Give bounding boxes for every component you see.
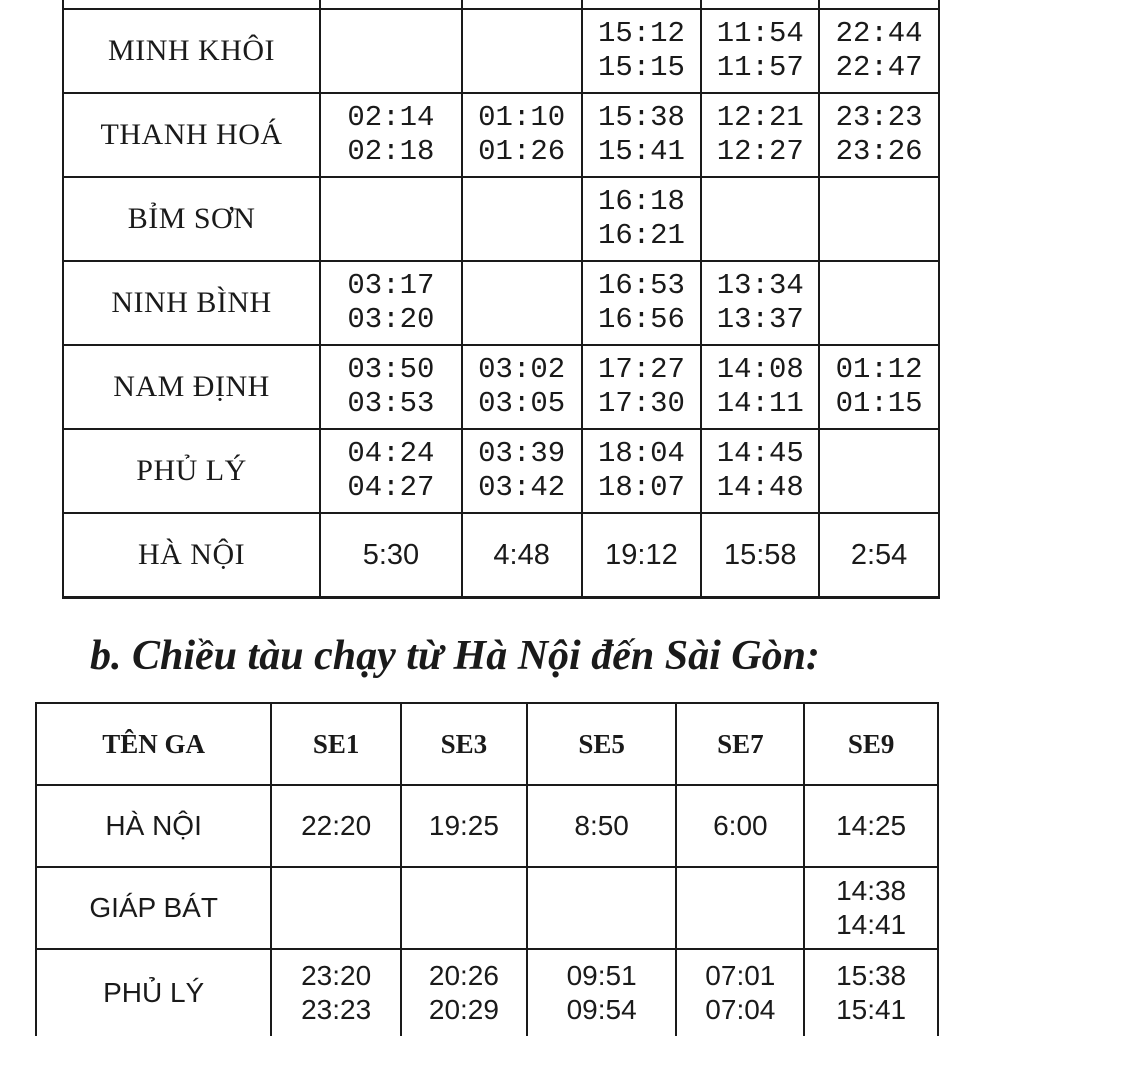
station-name: NINH BÌNH	[63, 261, 320, 345]
column-header: TÊN GA	[36, 703, 271, 785]
table-row	[63, 429, 939, 513]
table-row	[36, 785, 938, 867]
table-row	[63, 345, 939, 429]
time-cell: 12:21 12:27	[701, 93, 819, 177]
column-header: SE3	[401, 703, 527, 785]
time-cell	[320, 9, 462, 93]
time-cell: 03:02 03:05	[462, 345, 582, 429]
time-cell: 2:54	[819, 513, 939, 598]
time-cell: 19:12	[582, 513, 702, 598]
time-cell: 19:25	[401, 785, 527, 867]
time-cell	[527, 867, 677, 949]
station-name: THANH HOÁ	[63, 93, 320, 177]
time-cell: 22:44 22:47	[819, 9, 939, 93]
time-cell: 16:18 16:21	[582, 177, 702, 261]
time-cell: 15:38 15:41	[804, 949, 938, 1036]
station-name: HÀ NỘI	[36, 785, 271, 867]
timetable-b	[35, 702, 939, 1036]
station-name: BỈM SƠN	[63, 177, 320, 261]
table-row-cropped	[63, 0, 939, 9]
time-cell: 22:20	[271, 785, 401, 867]
station-name: GIÁP BÁT	[36, 867, 271, 949]
time-cell: 14:38 14:41	[804, 867, 938, 949]
column-header: SE9	[804, 703, 938, 785]
time-cell: 16:53 16:56	[582, 261, 702, 345]
time-cell	[819, 261, 939, 345]
time-cell: 17:27 17:30	[582, 345, 702, 429]
time-cell: 02:14 02:18	[320, 93, 462, 177]
table-row	[63, 177, 939, 261]
column-header: SE7	[676, 703, 804, 785]
time-cell	[401, 867, 527, 949]
time-cell: 11:54 11:57	[701, 9, 819, 93]
time-cell: 5:30	[320, 513, 462, 598]
time-cell: 07:01 07:04	[676, 949, 804, 1036]
time-cell	[271, 867, 401, 949]
timetable-a	[62, 0, 940, 599]
time-cell: 8:50	[527, 785, 677, 867]
time-cell: 04:24 04:27	[320, 429, 462, 513]
time-cell	[701, 177, 819, 261]
time-cell: 09:51 09:54	[527, 949, 677, 1036]
station-name: MINH KHÔI	[63, 9, 320, 93]
station-name: NAM ĐỊNH	[63, 345, 320, 429]
time-cell: 01:10 01:26	[462, 93, 582, 177]
station-name: PHỦ LÝ	[63, 429, 320, 513]
time-cell: 20:26 20:29	[401, 949, 527, 1036]
column-header: SE1	[271, 703, 401, 785]
time-cell	[676, 867, 804, 949]
time-cell: 15:12 15:15	[582, 9, 702, 93]
time-cell	[462, 9, 582, 93]
time-cell	[462, 261, 582, 345]
time-cell	[462, 177, 582, 261]
time-cell	[320, 177, 462, 261]
time-cell: 23:23 23:26	[819, 93, 939, 177]
table-row	[36, 867, 938, 949]
table-row	[63, 261, 939, 345]
time-cell: 18:04 18:07	[582, 429, 702, 513]
time-cell: 13:34 13:37	[701, 261, 819, 345]
time-cell: 15:38 15:41	[582, 93, 702, 177]
time-cell: 01:12 01:15	[819, 345, 939, 429]
table-row	[63, 9, 939, 93]
section-heading: b. Chiều tàu chạy từ Hà Nội đến Sài Gòn:	[90, 633, 820, 679]
time-cell: 03:17 03:20	[320, 261, 462, 345]
time-cell: 14:25	[804, 785, 938, 867]
table-row	[63, 513, 939, 598]
table-row	[36, 949, 938, 1036]
time-cell: 03:39 03:42	[462, 429, 582, 513]
time-cell	[819, 177, 939, 261]
time-cell: 03:50 03:53	[320, 345, 462, 429]
time-cell: 6:00	[676, 785, 804, 867]
table-header-row	[36, 703, 938, 785]
time-cell: 4:48	[462, 513, 582, 598]
column-header: SE5	[527, 703, 677, 785]
time-cell: 15:58	[701, 513, 819, 598]
time-cell: 23:20 23:23	[271, 949, 401, 1036]
station-name: HÀ NỘI	[63, 513, 320, 598]
time-cell: 14:45 14:48	[701, 429, 819, 513]
time-cell	[819, 429, 939, 513]
station-name: PHỦ LÝ	[36, 949, 271, 1036]
table-row	[63, 93, 939, 177]
time-cell: 14:08 14:11	[701, 345, 819, 429]
